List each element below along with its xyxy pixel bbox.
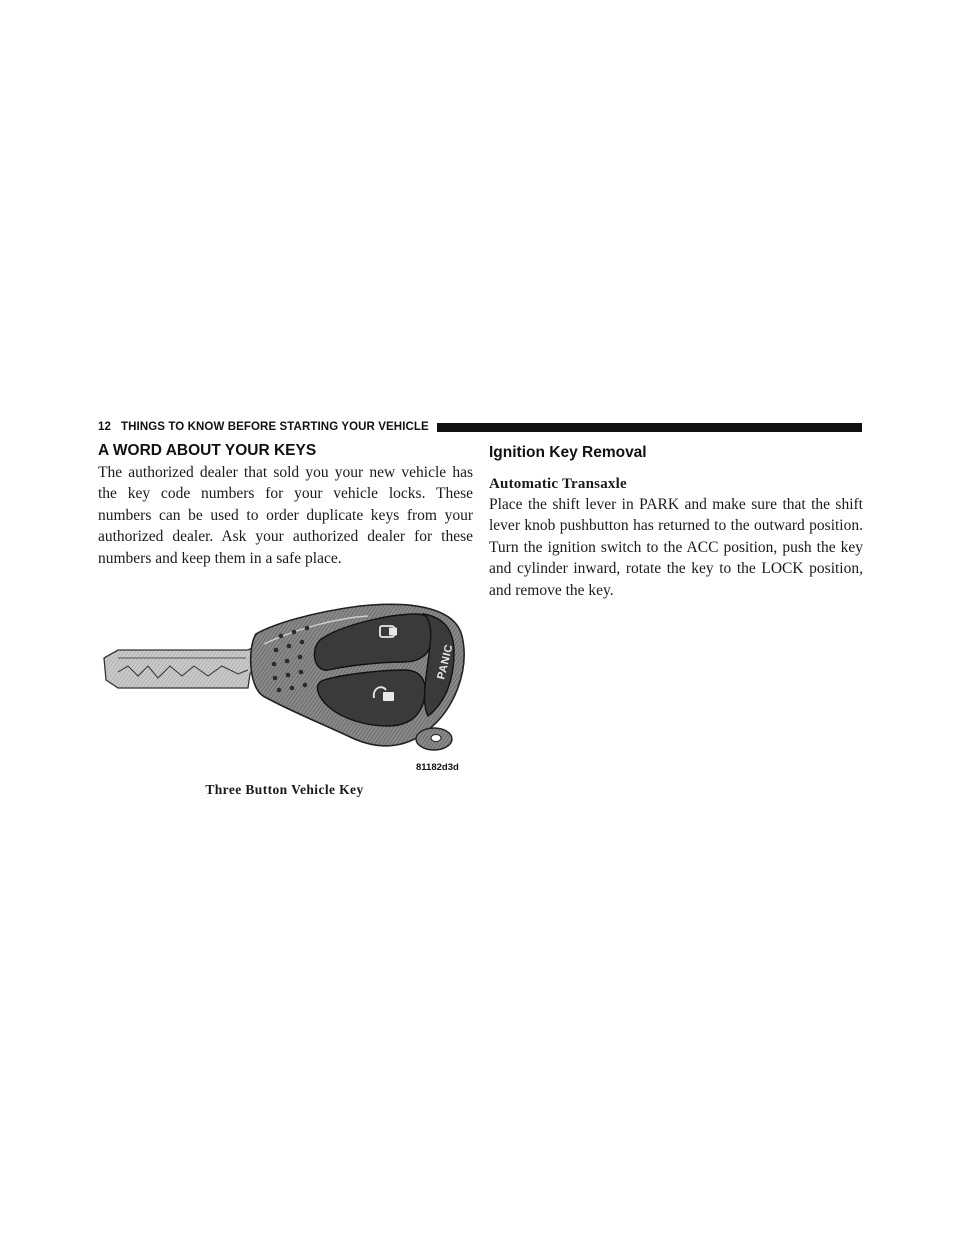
keys-paragraph: The authorized dealer that sold you your new vehicle has the key code numbers for your vehicle locks. These numbers can be used to order duplicate keys from your authorized dealer. Ask your authorized dealer for these numbers and keep them in a safe place. [98, 464, 473, 567]
key-blade [104, 646, 258, 688]
running-header [98, 419, 862, 435]
left-column [98, 441, 473, 569]
ignition-paragraph: Place the shift lever in PARK and make sure that the shift lever knob pushbutton has returned to the outward position. Turn the ignition switch to the ACC position, push the key and cylinder inward, rotate the key to the LOCK position, and remove the key. [489, 496, 863, 599]
subheading-automatic-transaxle: Automatic Transaxle [489, 476, 627, 492]
key-figure [98, 600, 478, 810]
page-number: 12 [98, 421, 111, 433]
section-heading-keys: A WORD ABOUT YOUR KEYS [98, 442, 317, 459]
right-column [489, 441, 863, 601]
figure-caption: Three Button Vehicle Key [205, 782, 364, 797]
figure-id: 81182d3d [416, 762, 459, 773]
panic-label: PANIC [435, 642, 456, 681]
header-rule [437, 423, 862, 432]
three-button-key-illustration [98, 600, 478, 780]
section-heading-ignition: Ignition Key Removal [489, 444, 647, 461]
running-title: THINGS TO KNOW BEFORE STARTING YOUR VEHICLE [121, 421, 429, 433]
